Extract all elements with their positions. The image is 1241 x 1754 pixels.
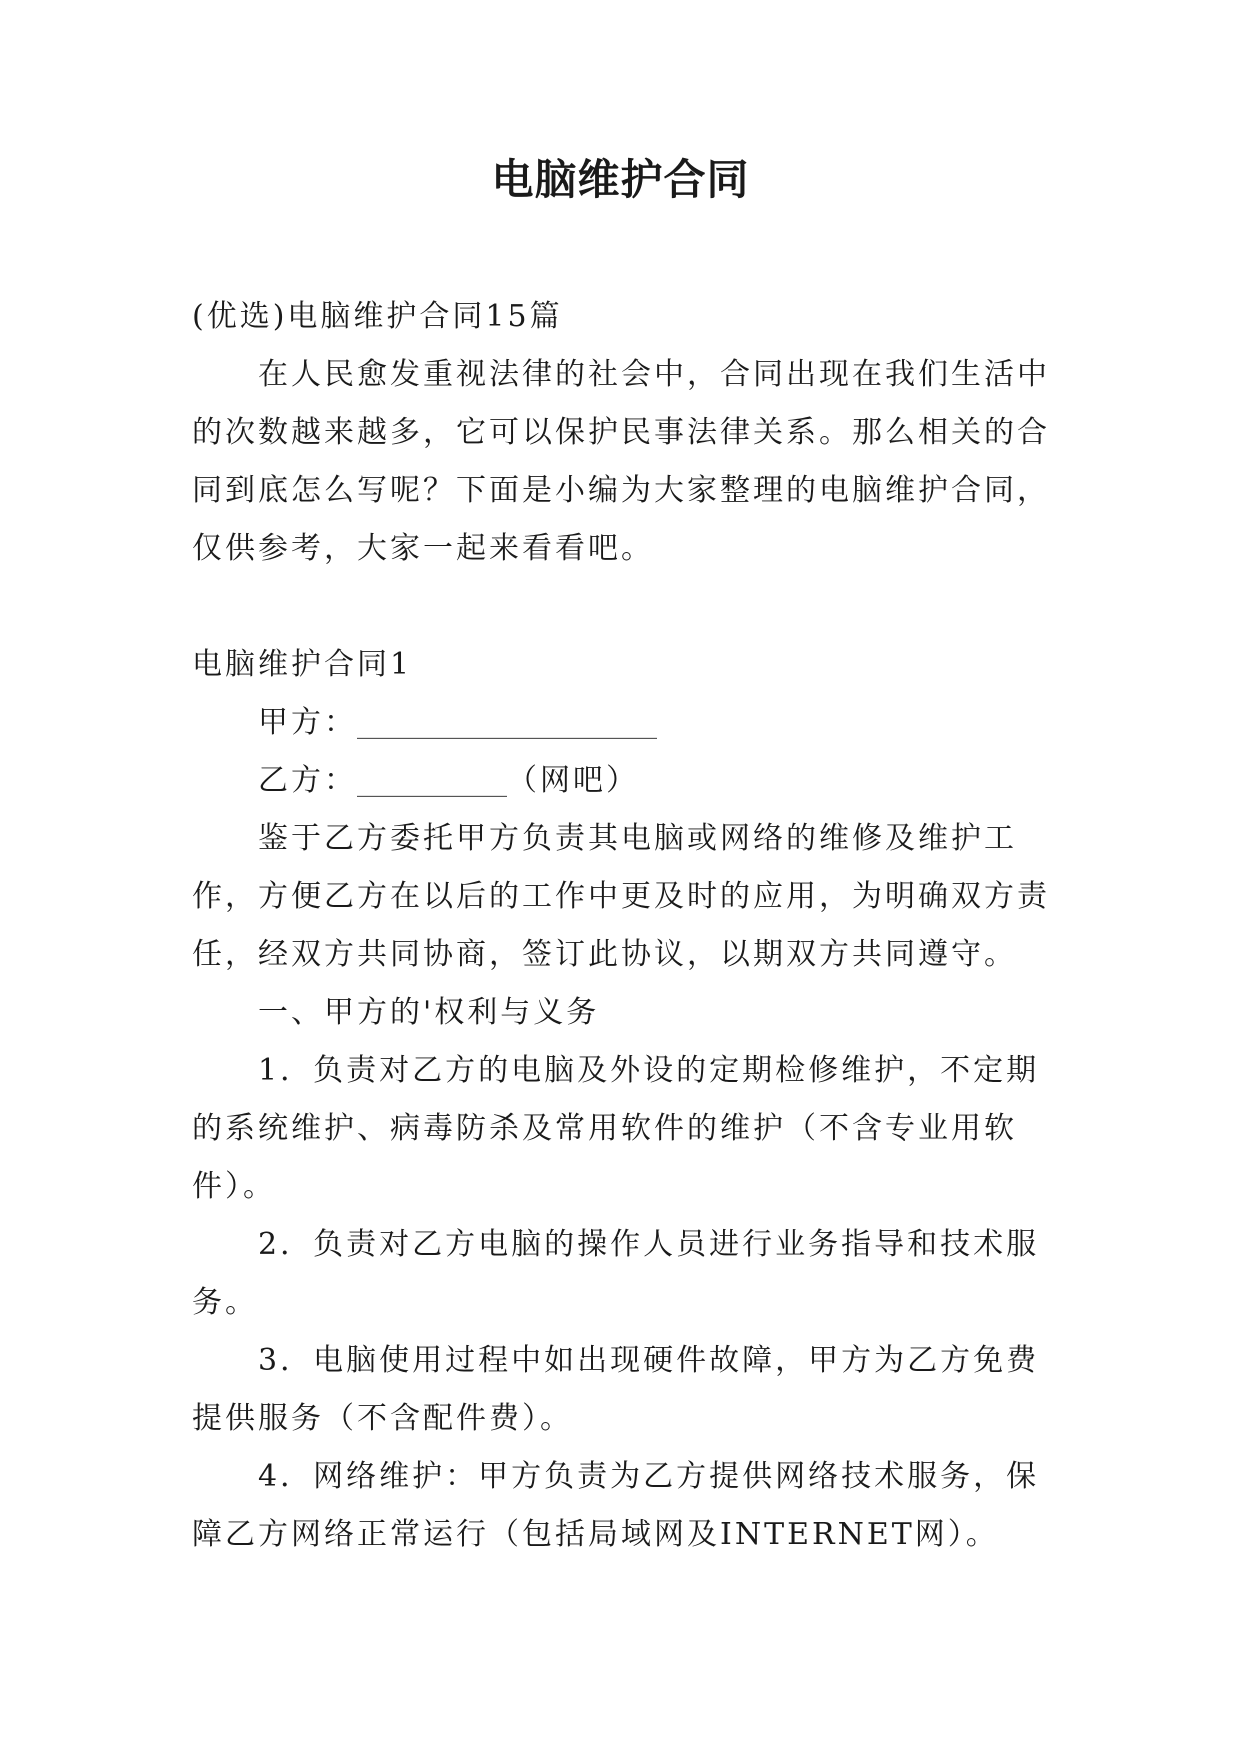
item-line: 的系统维护、病毒防杀及常用软件的维护（不含专业用软 — [192, 1111, 1017, 1146]
preamble-paragraph — [192, 810, 1052, 984]
item-line: 3．电脑使用过程中如出现硬件故障，甲方为乙方免费 — [258, 1343, 1040, 1378]
item-line: 4．网络维护：甲方负责为乙方提供网络技术服务，保 — [258, 1459, 1040, 1494]
party-a-label: 甲方： — [258, 705, 357, 740]
article-item-1 — [192, 1042, 1052, 1216]
article-item-4 — [192, 1448, 1052, 1564]
item-line: 1．负责对乙方的电脑及外设的定期检修维护，不定期 — [258, 1053, 1040, 1088]
article-item-2 — [192, 1216, 1052, 1332]
paragraph-spacer — [192, 578, 1052, 636]
intro-line: 的次数越来越多，它可以保护民事法律关系。那么相关的合 — [192, 415, 1050, 450]
party-a-blank: ____________________ — [357, 705, 657, 740]
party-b-label: 乙方： — [258, 763, 357, 798]
article-heading: 一、甲方的'权利与义务 — [258, 995, 600, 1030]
section-heading: 电脑维护合同1 — [192, 647, 413, 682]
article-item-3 — [192, 1332, 1052, 1448]
intro-line: 仅供参考，大家一起来看看吧。 — [192, 531, 654, 566]
party-b-blank: __________ — [357, 763, 507, 798]
document-body — [192, 288, 1052, 1564]
party-b-line — [192, 752, 1052, 810]
document-title: 电脑维护合同 — [491, 155, 750, 204]
preamble-line: 作，方便乙方在以后的工作中更及时的应用，为明确双方责 — [192, 879, 1050, 914]
document-subtitle: (优选)电脑维护合同15篇 — [192, 299, 563, 334]
item-line: 提供服务（不含配件费）。 — [192, 1401, 573, 1436]
item-line: 2．负责对乙方电脑的操作人员进行业务指导和技术服 — [258, 1227, 1040, 1262]
party-b-suffix: （网吧） — [507, 763, 639, 798]
preamble-line: 鉴于乙方委托甲方负责其电脑或网络的维修及维护工 — [258, 821, 1017, 856]
intro-line: 在人民愈发重视法律的社会中，合同出现在我们生活中 — [258, 357, 1050, 392]
preamble-line: 任，经双方共同协商，签订此协议，以期双方共同遵守。 — [192, 937, 1017, 972]
intro-line: 同到底怎么写呢？下面是小编为大家整理的电脑维护合同， — [192, 473, 1050, 508]
party-a-line — [192, 694, 1052, 752]
item-line: 务。 — [192, 1285, 258, 1320]
item-line: 件）。 — [192, 1169, 276, 1204]
item-line: 障乙方网络正常运行（包括局域网及INTERNET网）。 — [192, 1517, 999, 1552]
intro-paragraph — [192, 346, 1052, 578]
